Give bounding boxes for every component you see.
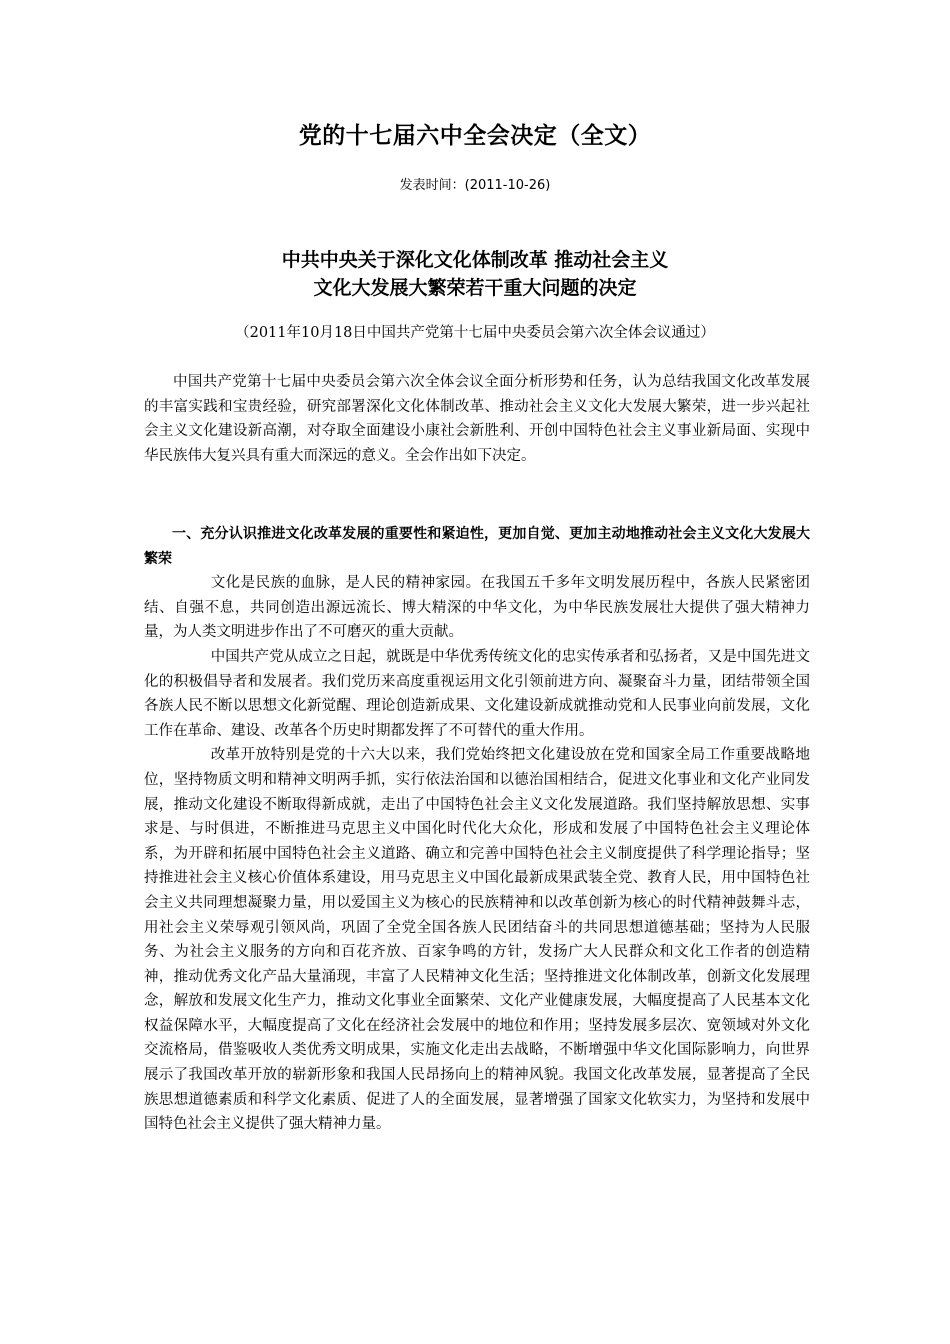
decision-title-line-1: 中共中央关于深化文化体制改革 推动社会主义 [281, 249, 669, 271]
intro-paragraph: 中国共产党第十七届中央委员会第六次全体会议全面分析形势和任务，认为总结我国文化改革发展的丰富实践和宝贵经验，研究部署深化文化体制改革、推动社会主义文化大发展大繁荣，进一步兴起社会主义文化建设新高潮，对夺取全面建设小康社会新胜利、开创中国特色社会主义事业新局面、实现中华民族伟大复兴具有重大而深远的意义。全会作出如下决定。 [144, 374, 810, 464]
decision-title-line-2: 文化大发展大繁荣若干重大问题的决定 [313, 277, 637, 299]
document-title: 党的十七届六中全会决定（全文） [298, 123, 652, 149]
section-1-paragraph-1: 文化是民族的血脉，是人民的精神家园。在我国五千多年文明发展历程中，各族人民紧密团结、自强不息，共同创造出源远流长、博大精深的中华文化，为中华民族发展壮大提供了强大精神力量，为人类文明进步作出了不可磨灭的重大贡献。 [144, 575, 810, 641]
section-1-paragraph-2: 中国共产党从成立之日起，就既是中华优秀传统文化的忠实传承者和弘扬者，又是中国先进文化的积极倡导者和发展者。我们党历来高度重视运用文化引领前进方向、凝聚奋斗力量，团结带领全国各族人民不断以思想文化新觉醒、理论创造新成果、文化建设新成就推动党和人民事业向前发展，文化工作在革命、建设、改革各个历史时期都发挥了不可替代的重大作用。 [144, 648, 810, 739]
adoption-note: （2011年10月18日中国共产党第十七届中央委员会第六次全体会议通过） [235, 325, 715, 341]
section-1-paragraph-3: 改革开放特别是党的十六大以来，我们党始终把文化建设放在党和国家全局工作重要战略地位，坚持物质文明和精神文明两手抓，实行依法治国和以德治国相结合，促进文化事业和文化产业同发展，推动文化建设不断取得新成就，走出了中国特色社会主义文化发展道路。我们坚持解放思想、实事求是、与时俱进，不断推进马克思主义中国化时代化大众化，形成和发展了中国特色社会主义理论体系，为开辟和拓展中国特色社会主义道路、确立和完善中国特色社会主义制度提供了科学理论指导；坚持推进社会主义核心价值体系建设，用马克思主义中国化最新成果武装全党、教育人民，用中国特色社会主义共同理想凝聚力量，用以爱国主义为核心的民族精神和以改革创新为核心的时代精神鼓舞斗志，用社会主义荣辱观引领风尚，巩固了全党全国各族人民团结奋斗的共同思想道德基础；坚持为人民服务、为社会主义服务的方向和百花齐放、百家争鸣的方针，发扬广大人民群众和文化工作者的创造精神，推动优秀文化产品大量涌现，丰富了人民精神文化生活；坚持推进文化体制改革，创新文化发展理念，解放和发展文化生产力，推动文化事业全面繁荣、文化产业健康发展，大幅度提高了人民基本文化权益保障水平，大幅度提高了文化在经济社会发展中的地位和作用；坚持发展多层次、宽领域对外文化交流格局，借鉴吸收人类优秀文明成果，实施文化走出去战略，不断增强中华文化国际影响力，向世界展示了我国改革开放的崭新形象和我国人民昂扬向上的精神风貌。我国文化改革发展，显著提高了全民族思想道德素质和科学文化素质、促进了人的全面发展，显著增强了国家文化软实力，为坚持和发展中国特色社会主义提供了强大精神力量。 [144, 747, 810, 1133]
publish-time: 发表时间：(2011-10-26) [399, 178, 551, 193]
decision-title [0, 246, 950, 302]
intro-block [144, 370, 810, 468]
section-1-heading: 一、充分认识推进文化改革发展的重要性和紧迫性，更加自觉、更加主动地推动社会主义文化大发展大繁荣 [144, 526, 810, 567]
section-1 [144, 522, 810, 1137]
